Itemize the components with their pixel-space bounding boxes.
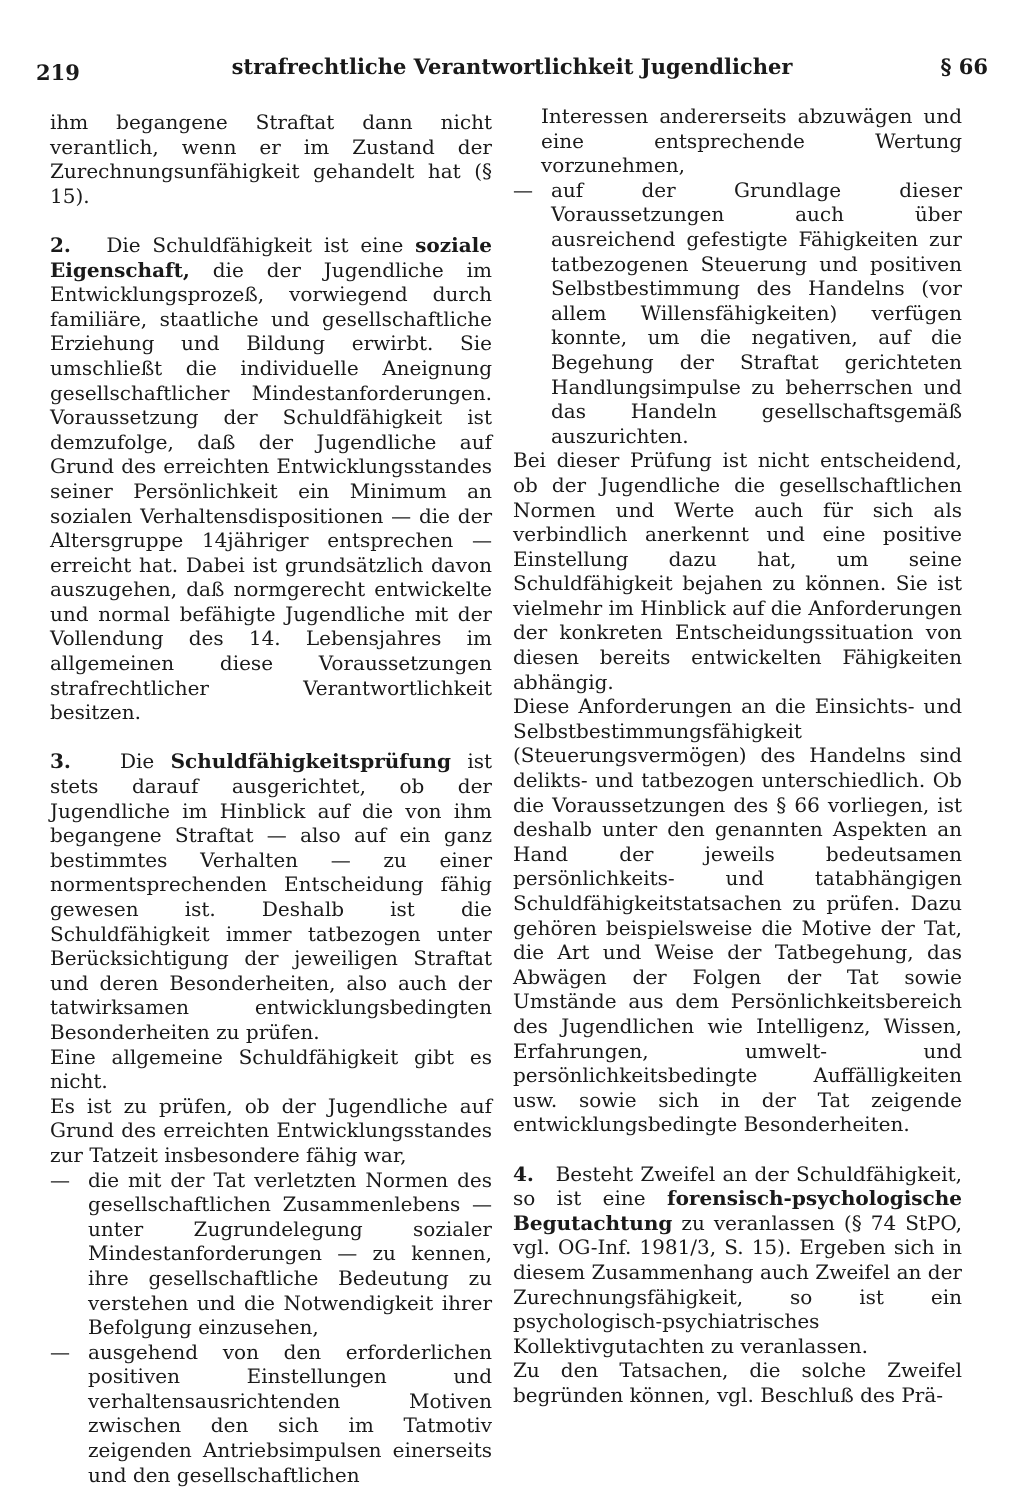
paragraph-2 (50, 233, 492, 725)
paragraph-4 (513, 1162, 962, 1359)
paragraph-text: Besteht Zweifel an der Schuldfähigkeit, so ist eine (513, 1161, 963, 1211)
left-column (50, 110, 492, 1487)
running-header (36, 54, 988, 94)
bold-term: soziale Eigenschaft, (50, 232, 492, 282)
dash-marker: — (50, 1167, 70, 1192)
paragraph-examination: Bei dieser Prüfung ist nicht entscheidend, ob der Jugendliche die gesellschaftlichen Normen und Werte auch für sich als verbindlich anerkennt und eine positive Einstellung dazu hat, um seine Schuldfähigkeit bejahen zu können. Sie ist vielmehr im Hinblick auf die Anforderungen der konkreten Entscheidungssituation von diesen bereits entwickelten Fähigkeiten abhängig. (513, 448, 963, 694)
list-item-text: auf der Grundlage dieser Voraussetzungen auch über ausreichend gefestigte Fähigkeiten zur tatbezogenen Steuerung und positiven Selbstbestimmung des Handelns (vor allem Willensfähigkeiten) verfügen konnte, um die negativen, auf die Begehung der Straftat gerichteten Handlungsimpulse zu beherrschen und das Handeln gesellschaftsgemäß auszurichten. (551, 177, 962, 448)
paragraph-text: die der Jugendliche im Entwicklungsprozeß, vorwiegend durch familiäre, staatliche und gesellschaftliche Erziehung und Bildung erwirbt. Sie umschließt die individuelle Aneignung gesellschaftlicher Mindestanforderungen. Voraussetzung der Schuldfähigkeit ist demzufolge, daß der Jugendliche auf Grund des erreichten Entwicklungsstandes seiner Persönlichkeit ein Minimum an sozialen Verhaltensdispositionen — die der Altersgruppe 14jähriger entsprechen — erreicht hat. Dabei ist grundsätzlich davon auszugehen, daß normgerecht entwickelte und normal befähigte Jugendliche mit der Vollendung des 14. Lebensjahres im allgemeinen diese Voraussetzungen strafrechtlicher Verantwortlichkeit besitzen. (50, 257, 492, 725)
paragraph-continued: ihm begangene Straftat dann nicht verantlich, wenn er im Zustand der Zurechnungsunfähigkeit gehandelt hat (§ 15). (50, 110, 492, 208)
list-item-continued: Interessen andererseits abzuwägen und eine entsprechende Wertung vorzunehmen, (541, 104, 962, 178)
paragraph-number: 2. (50, 232, 71, 257)
dash-marker: — (50, 1339, 70, 1364)
paragraph-text: ist stets darauf ausgerichtet, ob der Jugendliche im Hinblick auf die von ihm begangene Straftat — also auf ein ganz bestimmtes Verhalten — zu einer normentsprechenden Entscheidung fähig gewesen ist. Deshalb ist die Schuldfähigkeit immer tatbezogen unter Berücksichtigung der jeweiligen Straftat und deren Besonderheiten, also auch der tatwirksamen entwicklungsbedingten Besonderheiten zu prüfen. (50, 749, 493, 1044)
bold-term: forensisch-psychologische Begutachtung (513, 1186, 962, 1235)
paragraph-text: zu veranlassen (§ 74 StPO, vgl. OG-Inf. 1981/3, S. 15). Ergeben sich in diesem Zusammenhang auch Zweifel an der Zurechnungsfähigkeit, so ist ein psychologisch-psychiatrisches Kollektivgutachten zu veranlassen. (513, 1210, 962, 1358)
list-item (513, 178, 962, 449)
section-number: § 66 (940, 54, 988, 79)
right-column (513, 104, 962, 1407)
list-item-text: ausgehend von den erforderlichen positiven Einstellungen und verhaltensausrichtenden Motiven zwischen den sich im Tatmotiv zeigenden Antriebsimpulsen einerseits und den gesellschaftlichen (88, 1339, 492, 1487)
criteria-list-continued (513, 178, 962, 449)
list-item (50, 1168, 492, 1340)
paragraph-text: Die Schuldfähigkeit ist eine (106, 232, 404, 257)
bold-term: Schuldfähigkeitsprüfung (170, 749, 451, 774)
paragraph-number: 4. (513, 1161, 534, 1186)
paragraph-3 (50, 749, 492, 1044)
paragraph-doubts: Zu den Tatsachen, die solche Zweifel begründen können, vgl. Beschluß des Prä- (513, 1358, 962, 1407)
paragraph-text: Die (119, 749, 155, 774)
list-item (50, 1340, 492, 1488)
paragraph-requirements: Diese Anforderungen an die Einsichts- und Selbstbestimmungsfähigkeit (Steuerungsvermögen) des Handelns sind delikts- und tatbezogen unterschiedlich. Ob die Voraussetzungen des § 66 vorliegen, ist deshalb unter den genannten Aspekten an Hand der jeweils bedeutsamen persönlichkeits- und tatabhängigen Schuldfähigkeitstatsachen zu prüfen. Dazu gehören beispielsweise die Motive der Tat, die Art und Weise der Tatbegehung, das Abwägen der Folgen der Tat sowie Umstände aus dem Persönlichkeitsbereich des Jugendlichen wie Intelligenz, Wissen, Erfahrungen, umwelt- und persönlichkeitsbedingte Auffälligkeiten usw. sowie sich in der Tat zeigende entwicklungsbedingte Besonderheiten. (513, 694, 962, 1137)
page-number: 219 (36, 60, 80, 85)
paragraph-test-intro: Es ist zu prüfen, ob der Jugendliche auf Grund des erreichten Entwicklungsstandes zur Tatzeit insbesondere fähig war, (50, 1093, 492, 1167)
criteria-list (50, 1168, 492, 1488)
paragraph-statement: Eine allgemeine Schuldfähigkeit gibt es nicht. (50, 1044, 492, 1094)
running-title: strafrechtliche Verantwortlichkeit Jugendlicher (231, 54, 793, 79)
dash-marker: — (513, 177, 533, 202)
paragraph-number: 3. (50, 749, 71, 774)
list-item-text: die mit der Tat verletzten Normen des gesellschaftlichen Zusammenlebens — unter Zugrundelegung sozialer Mindestanforderungen — zu kennen, ihre gesellschaftliche Bedeutung zu verstehen und die Notwendigkeit ihrer Befolgung einzusehen, (88, 1167, 492, 1340)
